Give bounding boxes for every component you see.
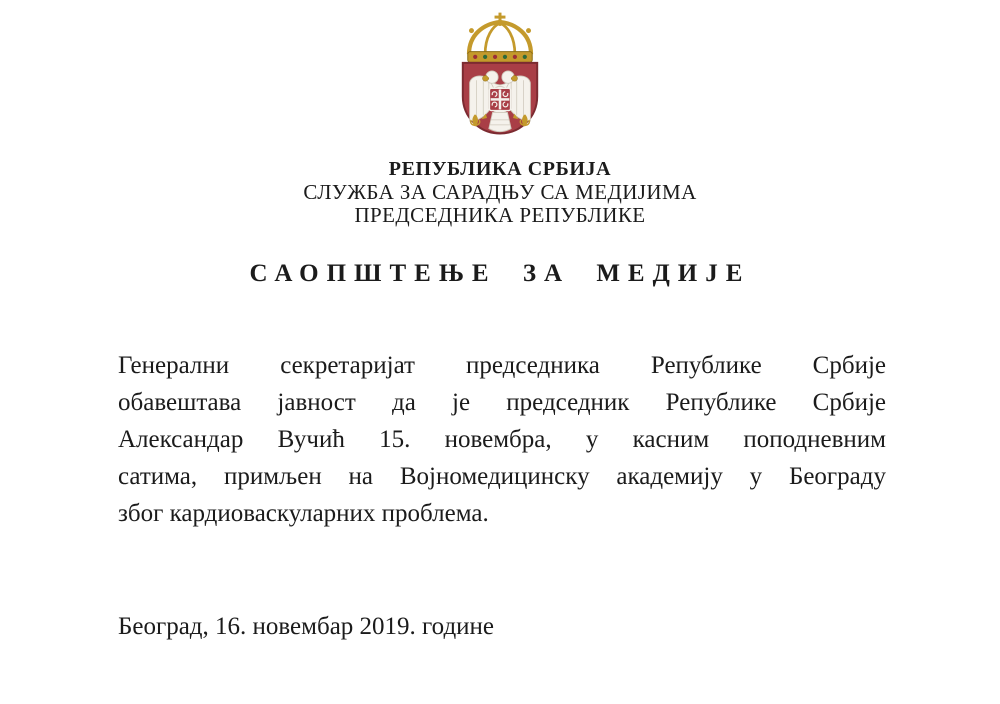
body-line: због кардиоваскуларних проблема.: [118, 500, 489, 527]
emblem-container: [0, 0, 1000, 141]
crown: [468, 13, 532, 63]
body-line: Александар Вучић 15. новембра, у касним поподневним: [118, 426, 886, 453]
body-paragraph: [118, 347, 886, 532]
serbia-coat-of-arms: [438, 12, 562, 136]
body-line: обавештава јавност да је председник Републике Србије: [118, 389, 886, 416]
body-line: сатима, примљен на Војномедицинску академију у Београду: [118, 463, 886, 490]
body-line: Генерални секретаријат председника Републике Србије: [118, 352, 886, 379]
letterhead-office-line1: СЛУЖБА ЗА САРАДЊУ СА МЕДИЈИМА: [303, 180, 697, 204]
dateline: Београд, 16. новембар 2019. године: [118, 613, 495, 640]
letterhead-office-line2: ПРЕДСЕДНИКА РЕПУБЛИКЕ: [354, 203, 646, 227]
document-title: САОПШТЕЊЕ ЗА МЕДИЈЕ: [249, 260, 751, 287]
inner-cross-shield: [489, 88, 510, 110]
letterhead-country: РЕПУБЛИКА СРБИЈА: [388, 158, 612, 180]
